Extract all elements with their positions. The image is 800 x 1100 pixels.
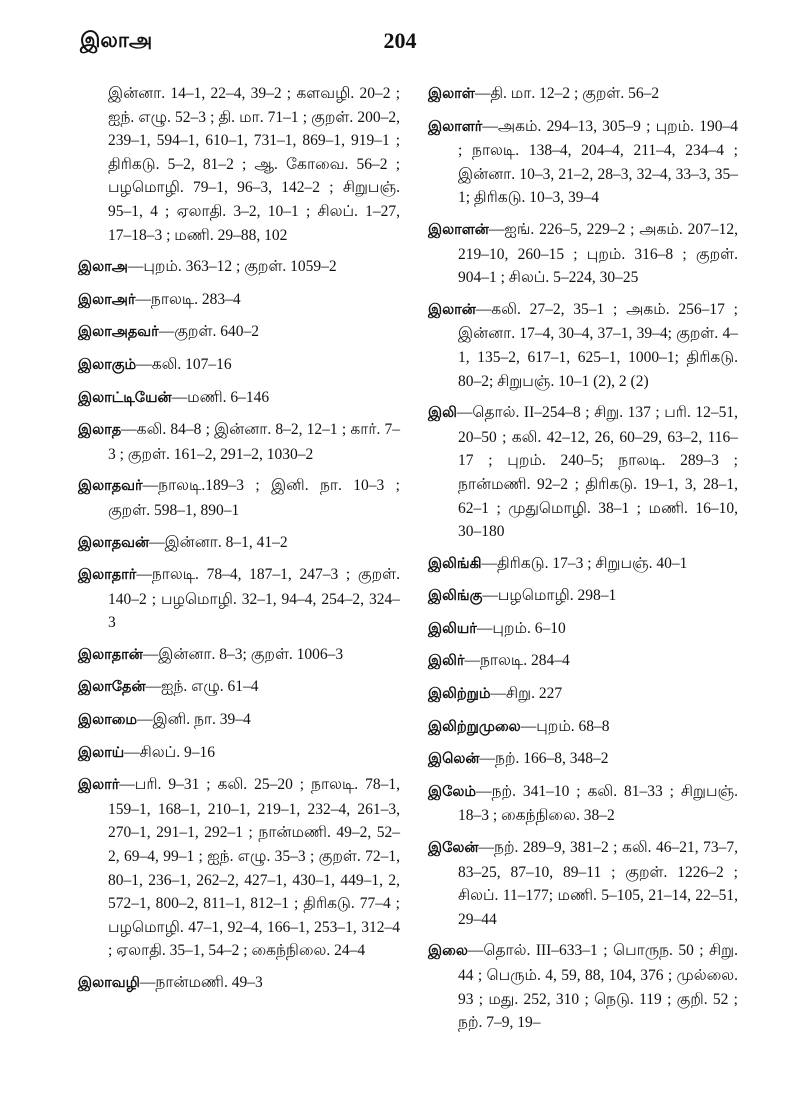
index-entry [428, 617, 738, 642]
entry-headword: இலாஅர் [78, 291, 136, 308]
entry-headword: இலாத [78, 422, 122, 439]
index-entry [78, 474, 400, 522]
entry-references: —புறம். 363–12 ; குறள். 1059–2 [127, 258, 337, 276]
entry-headword: இலென் [428, 751, 480, 768]
guide-word: இலாஅ [80, 28, 153, 52]
entry-headword: இலிங்கி [428, 555, 482, 572]
entry-headword: இலி [428, 405, 457, 422]
index-entry [428, 298, 738, 393]
index-entry [428, 715, 738, 740]
entry-references: —கலி. 84–8 ; இன்னா. 8–2, 12–1 ; கார். 7–3 ; குறள். 161–2, 291–2, 1030–2 [108, 421, 400, 463]
entry-headword: இலாளன் [428, 221, 489, 238]
index-entry [428, 939, 738, 1034]
right-column [428, 82, 738, 1043]
index-entry [428, 82, 738, 107]
entry-headword: இலாய் [78, 744, 125, 761]
entry-references: —புறம். 68–8 [520, 717, 610, 735]
entry-headword: இலேன் [428, 840, 479, 857]
entry-references: —அகம். 294–13, 305–9 ; புறம். 190–4 ; நாலடி. 138–4, 204–4, 211–4, 234–4 ; இன்னா. 10–3, 21–2, 28–3, 32–4, 33–3, 35–1; திரிகடு. 10–3, 39–4 [458, 117, 738, 207]
entry-references: —நான்மணி. 49–3 [139, 974, 263, 991]
entry-references: —இன்னா. 8–1, 41–2 [149, 533, 288, 551]
entry-headword: இலிற்றுமுலை [428, 718, 521, 735]
entry-references: —தொல். II–254–8 ; சிறு. 137 ; பரி. 12–51, 20–50 ; கலி. 42–12, 26, 60–29, 63–2, 116–17 ; புறம். 240–5; நாலடி. 289–3 ; நான்மணி. 92–2 ; திரிகடு. 19–1, 3, 28–1, 62–1 ; முதுமொழி. 38–1 ; மணி. 16–10, 30–180 [456, 404, 738, 541]
entry-headword: இலாதேன் [78, 679, 146, 696]
index-entry [78, 643, 400, 668]
entry-headword: இலாஅ [78, 259, 128, 276]
index-entry [78, 386, 400, 411]
entry-headword: இலார் [78, 777, 120, 794]
entry-references: —நாலடி. 78–4, 187–1, 247–3 ; குறள். 140–2 ; பழமொழி. 32–1, 94–4, 254–2, 324–3 [108, 566, 400, 632]
entry-references: —இனி. நா. 39–4 [137, 711, 251, 729]
index-entry [78, 353, 400, 378]
entry-references: —புறம். 6–10 [476, 619, 566, 637]
entry-headword: இலாமை [78, 712, 138, 729]
index-entry [428, 115, 738, 210]
entry-headword: இலியர் [428, 620, 477, 637]
entry-references: —பழமொழி. 298–1 [482, 587, 617, 605]
entry-references: —கலி. 107–16 [136, 355, 232, 373]
entry-headword: இலாதார் [78, 567, 137, 584]
entry-references: —நற். 341–10 ; கலி. 81–33 ; சிறுபஞ். 18–3 ; கைந்நிலை. 38–2 [458, 782, 738, 825]
entry-references: —தி. மா. 12–2 ; குறள். 56–2 [474, 85, 660, 102]
entry-references: —நற். 166–8, 348–2 [479, 750, 609, 768]
entry-headword: இலாதவன் [78, 534, 150, 551]
entry-references: —கலி. 27–2, 35–1 ; அகம். 256–17 ; இன்னா. 17–4, 30–4, 37–1, 39–4; குறள். 4–1, 135–2, 617–1, 625–1, 1000–1; திரிகடு. 80–2; சிறுபஞ். 10–1 (2), 2 (2) [458, 300, 738, 390]
entry-headword: இலிர் [428, 653, 465, 670]
entry-headword: இலேம் [428, 783, 477, 800]
entry-headword: இலான் [428, 301, 476, 318]
index-entry [78, 255, 400, 280]
index-entry [428, 682, 738, 707]
entry-references: —நாலடி.189–3 ; இனி. நா. 10–3 ; குறள். 598–1, 890–1 [108, 477, 400, 519]
entry-references: —நாலடி. 283–4 [135, 290, 241, 308]
entry-references: —குறள். 640–2 [158, 323, 259, 341]
entry-headword: இலிற்றும் [428, 686, 491, 703]
entry-references: —ஐங். 226–5, 229–2 ; அகம். 207–12, 219–10, 260–15 ; புறம். 316–8 ; குறள். 904–1 ; சிலப். 5–224, 30–25 [458, 220, 738, 287]
left-column [78, 82, 400, 1004]
entry-headword: இலாவழி [78, 975, 140, 991]
entry-headword: இலை [428, 943, 468, 960]
entry-references: —சிலப். 9–16 [124, 743, 215, 761]
entry-headword: இலாகும் [78, 356, 137, 373]
entry-references: —இன்னா. 8–3; குறள். 1006–3 [142, 645, 344, 663]
entry-references: —நாலடி. 284–4 [464, 652, 570, 670]
entry-references: —மணி. 6–146 [171, 388, 270, 406]
entry-references: —தொல். III–633–1 ; பொருந. 50 ; சிறு. 44 ; பெரும். 4, 59, 88, 104, 376 ; முல்லை. 93 ; மது. 252, 310 ; நெடு. 119 ; குறி. 52 ; நற். 7–9, 19– [458, 942, 738, 1032]
index-entry [428, 584, 738, 609]
entry-references: —சிறு. 227 [490, 685, 563, 703]
entry-references: —பரி. 9–31 ; கலி. 25–20 ; நாலடி. 78–1, 159–1, 168–1, 210–1, 219–1, 232–4, 261–3, 270–1, 291–1, 292–1 ; நான்மணி. 49–2, 52–2, 69–4, 99–1 ; ஐந். எழு. 35–3 ; குறள். 72–1, 80–1, 236–1, 262–2, 427–1, 430–1, 449–1, 2, 572–1, 800–2, 811–1, 812–1 ; திரிகடு. 77–4 ; பழமொழி. 47–1, 92–4, 166–1, 253–1, 312–4 ; ஏலாதி. 35–1, 54–2 ; கைந்நிலை. 24–4 [108, 776, 400, 960]
entry-headword: இலாதான் [78, 646, 143, 663]
index-entry [78, 971, 400, 996]
index-entry [428, 401, 738, 544]
entry-headword: இலாஅதவர் [78, 324, 159, 341]
index-entry [428, 218, 738, 290]
index-entry [428, 836, 738, 931]
entry-references: —நற். 289–9, 381–2 ; கலி. 46–21, 73–7, 83–25, 87–10, 89–11 ; குறள். 1226–2 ; சிலப். 11–177; மணி. 5–105, 21–14, 22–51, 29–44 [458, 839, 738, 928]
page-number: 204 [383, 28, 417, 53]
entry-headword: இலாளர் [428, 118, 483, 135]
index-entry [78, 563, 400, 635]
index-entry [428, 780, 738, 828]
entry-headword: இலாள் [428, 86, 475, 102]
entry-headword: இலாட்டியேன் [78, 389, 172, 406]
entry-references: இன்னா. 14–1, 22–4, 39–2 ; களவழி. 20–2 ; ஐந். எழு. 52–3 ; தி. மா. 71–1 ; குறள். 200–2, 239–1, 594–1, 610–1, 731–1, 869–1, 919–1 ; திரிகடு. 5–2, 81–2 ; ஆ. கோவை. 56–2 ; பழமொழி. 79–1, 96–3, 142–2 ; சிறுபஞ். 95–1, 4 ; ஏலாதி. 3–2, 10–1 ; சிலப். 1–27, 17–18–3 ; மணி. 29–88, 102 [108, 85, 400, 244]
index-entry [78, 773, 400, 963]
index-entry [78, 675, 400, 700]
index-entry [428, 649, 738, 674]
index-entry [428, 552, 738, 577]
index-entry [78, 531, 400, 556]
entry-references: —திரிகடு. 17–3 ; சிறுபஞ். 40–1 [481, 554, 688, 572]
index-entry [78, 320, 400, 345]
index-entry [78, 418, 400, 466]
index-entry [78, 741, 400, 766]
index-entry [428, 747, 738, 772]
index-entry [78, 82, 400, 247]
index-entry [78, 288, 400, 313]
entry-headword: இலாதவர் [78, 478, 143, 495]
index-entry [78, 708, 400, 733]
entry-headword: இலிங்கு [428, 588, 483, 605]
entry-references: —ஐந். எழு. 61–4 [145, 678, 259, 696]
